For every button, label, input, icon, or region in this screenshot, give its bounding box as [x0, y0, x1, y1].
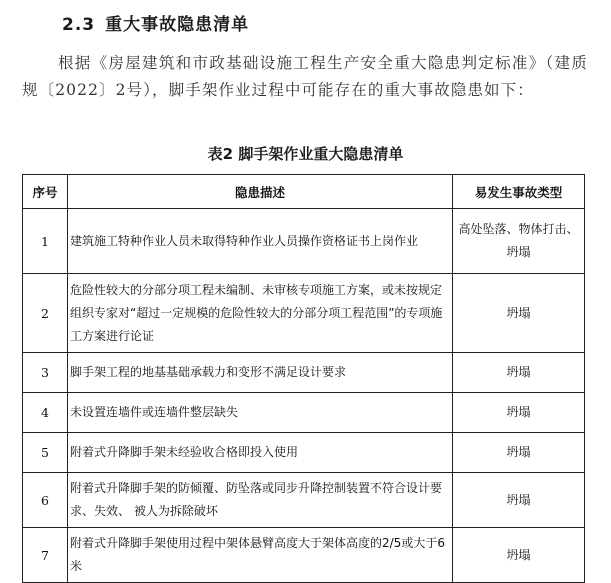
row-seq: 2	[23, 274, 68, 353]
table-row	[23, 353, 585, 393]
table-row	[23, 473, 585, 528]
row-accident-type: 坍塌	[453, 274, 585, 353]
row-description: 附着式升降脚手架未经验收合格即投入使用	[68, 433, 453, 473]
section-number: 2.3	[62, 15, 96, 35]
row-accident-type: 高处坠落、物体打击、坍塌	[453, 209, 585, 274]
row-description: 脚手架工程的地基基础承载力和变形不满足设计要求	[68, 353, 453, 393]
hazard-table	[22, 174, 585, 583]
row-accident-type: 坍塌	[453, 473, 585, 528]
row-description: 未设置连墙件或连墙件整层缺失	[68, 393, 453, 433]
header-type: 易发生事故类型	[453, 175, 585, 209]
header-description: 隐患描述	[68, 175, 453, 209]
table-row	[23, 209, 585, 274]
section-heading	[62, 10, 249, 35]
row-description: 危险性较大的分部分项工程未编制、未审核专项施工方案，或未按规定组织专家对“超过一定规模的危险性较大的分部分项工程范围”的专项施工方案进行论证	[68, 274, 453, 353]
table-row	[23, 274, 585, 353]
row-accident-type: 坍塌	[453, 528, 585, 583]
section-title: 重大事故隐患清单	[105, 15, 250, 35]
table-caption: 表2 脚手架作业重大隐患清单	[207, 145, 404, 163]
row-description: 附着式升降脚手架的防倾覆、防坠落或同步升降控制装置不符合设计要求、失效、 被人为拆除破坏	[68, 473, 453, 528]
header-seq: 序号	[23, 175, 68, 209]
row-accident-type: 坍塌	[453, 353, 585, 393]
row-description: 建筑施工特种作业人员未取得特种作业人员操作资格证书上岗作业	[68, 209, 453, 274]
row-seq: 5	[23, 433, 68, 473]
row-accident-type: 坍塌	[453, 393, 585, 433]
row-seq: 6	[23, 473, 68, 528]
intro-paragraph: 根据《房屋建筑和市政基础设施工程生产安全重大隐患判定标准》（建质规〔2022〕2号），脚手架作业过程中可能存在的重大事故隐患如下：	[22, 54, 588, 99]
row-seq: 4	[23, 393, 68, 433]
table-row	[23, 433, 585, 473]
row-accident-type: 坍塌	[453, 433, 585, 473]
row-description: 附着式升降脚手架使用过程中架体悬臂高度大于架体高度的2/5或大于6米	[68, 528, 453, 583]
table-row	[23, 528, 585, 583]
table-header-row	[23, 175, 585, 209]
table-row	[23, 393, 585, 433]
row-seq: 7	[23, 528, 68, 583]
row-seq: 1	[23, 209, 68, 274]
row-seq: 3	[23, 353, 68, 393]
